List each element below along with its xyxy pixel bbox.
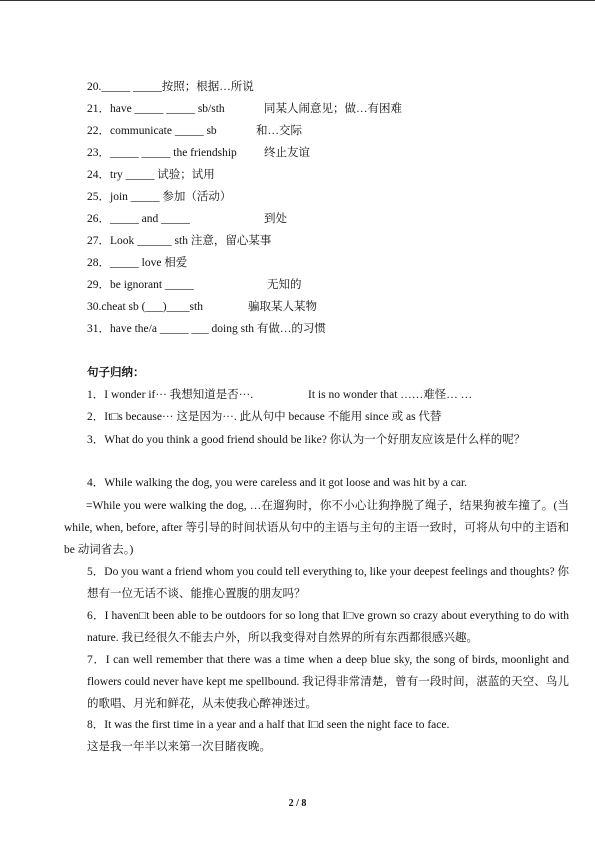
phrase-21-meaning: 同某人闹意见；做…有困难 [264,103,402,115]
phrase-27: 27．Look ______ sth 注意，留心某事 [87,235,272,247]
section-heading: 句子归纳： [87,367,145,379]
phrase-21: 21．have _____ _____ sb/sth [87,103,225,115]
sentence-2: 2．It□s because··· 这是因为···. 此从句中 because 不能用 since 或 as 代替 [87,411,442,423]
sentence-6: 6．I haven□t been able to be outdoors for so long that I□ve grown so crazy about everything to do with nature. 我已经很久不能去户外，所以我变得对自然界的所有东西都很感兴趣。 [87,610,569,644]
phrase-24: 24．try _____ 试验；试用 [87,169,215,181]
phrase-22-meaning: 和…交际 [256,125,302,137]
phrase-30-meaning: 骗取某人某物 [248,301,317,313]
sentence-4: 4．While walking the dog, you were careless and it got loose and was hit by a car. [87,477,468,489]
phrase-29-meaning: 无知的 [267,279,302,291]
sentence-1-extra: It is no wonder that ……难怪… … [308,389,473,401]
phrase-23-meaning: 终止友谊 [264,147,310,159]
sentence-7: 7．I can well remember that there was a time when a deep blue sky, the song of birds, moonlight and flowers could never have kept me spellbound. 我记得非常清楚，曾有一段时间，湛蓝的天空、鸟儿的歌唱、月光和鲜花，从未使我心醉神迷过。 [87,654,569,710]
page-number: 2 / 8 [288,798,307,809]
phrase-26: 26．_____ and _____ [87,213,190,225]
phrase-23: 23．_____ _____ the friendship [87,147,237,159]
phrase-22: 22．communicate _____ sb [87,125,217,137]
top-border [0,0,595,1]
sentence-4-explanation: =While you were walking the dog, …在遛狗时，你不小心让狗挣脱了绳子，结果狗被车撞了。(当 while, when, before, after 等引导的时间状语从句中的主语与主句的主语一致时，可将从句中的主语和 be 动词省去。) [64,500,569,556]
phrase-29: 29．be ignorant _____ [87,279,194,291]
phrase-26-meaning: 到处 [264,213,287,225]
phrase-20: 20._____ _____按照；根据…所说 [87,81,254,93]
sentence-5: 5．Do you want a friend whom you could tell everything to, like your deepest feelings and thoughts? 你想有一位无话不谈、能推心置腹的朋友吗？ [87,566,569,600]
phrase-30: 30.cheat sb (___)____sth [87,301,203,313]
phrase-25: 25．join _____ 参加（活动） [87,191,232,203]
sentence-8-translation: 这是我一年半以来第一次目睹夜晚。 [87,741,271,753]
sentence-8: 8．It was the first time in a year and a half that I□d seen the night face to face. [87,719,450,731]
sentence-1: 1．I wonder if··· 我想知道是否···. [87,389,254,401]
sentence-3: 3．What do you think a good friend should be like? 你认为一个好朋友应该是什么样的呢？ [87,434,526,446]
phrase-31: 31．have the/a _____ ___ doing sth 有做…的习惯 [87,323,326,335]
phrase-28: 28．_____ love 相爱 [87,257,188,269]
